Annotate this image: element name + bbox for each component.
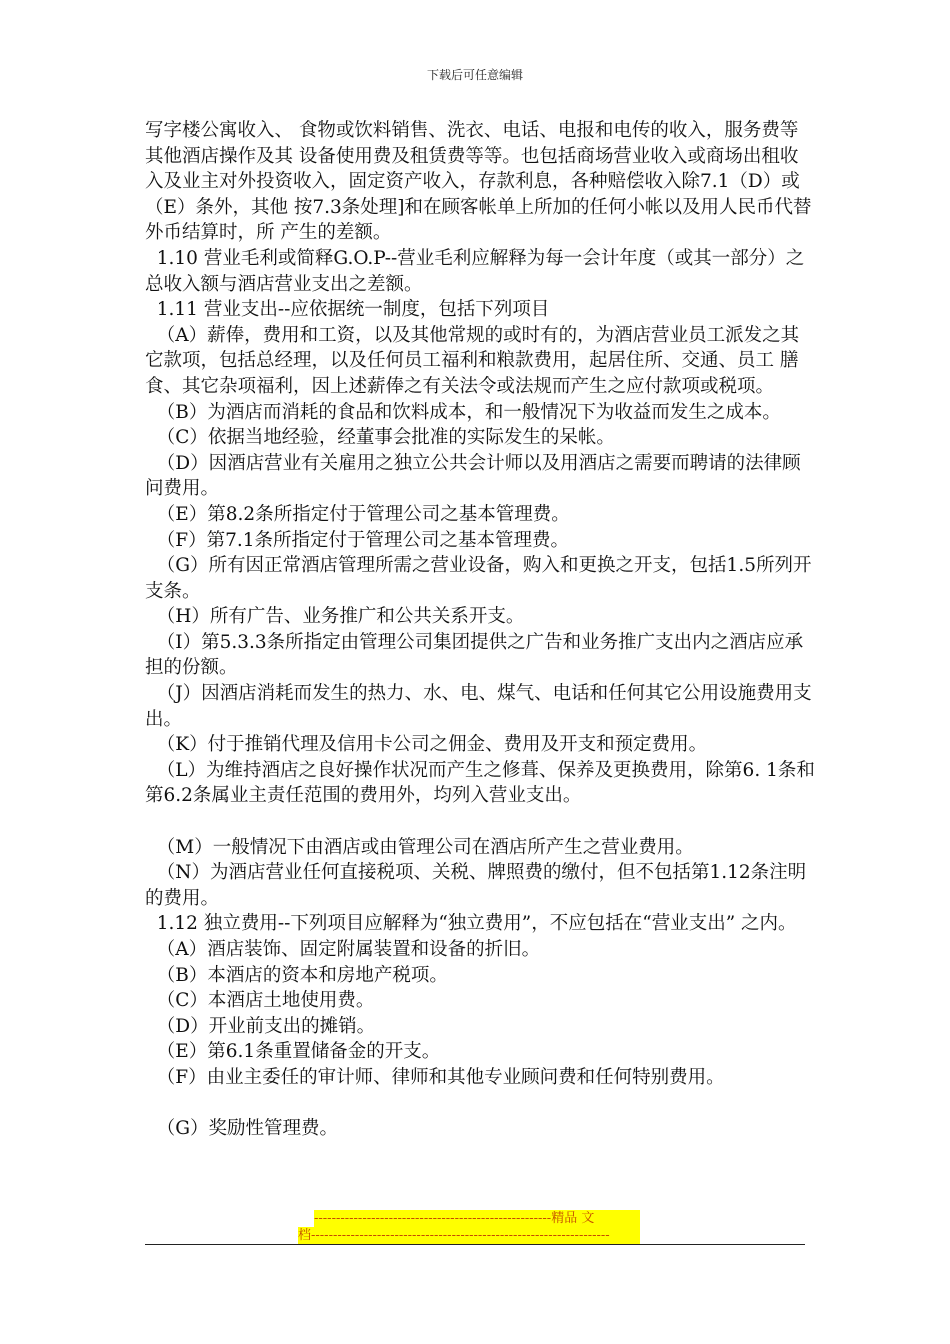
item-1-11-d: （D）因酒店营业有关雇用之独立公共会计师以及用酒店之需要而聘请的法律顾问费用。: [145, 452, 801, 500]
item-1-11-m: （M）一般情况下由酒店或由管理公司在酒店所产生之营业费用。: [145, 836, 694, 858]
item-1-11-i: （I）第5.3.3条所指定由管理公司集团提供之广告和业务推广支出内之酒店应承担的份额。: [145, 631, 804, 679]
item-1-12-g: （G）奖励性管理费。: [145, 1118, 339, 1140]
document-body: [145, 118, 815, 1142]
item-1-12-e: （E）第6.1条重置储备金的开支。: [145, 1041, 441, 1063]
item-1-12-b: （B）本酒店的资本和房地产税项。: [145, 964, 448, 986]
item-1-11-g: （G）所有因正常酒店管理所需之营业设备，购入和更换之开支，包括1.5所列开支条。: [145, 555, 812, 602]
footer-line-2: 档--------------------------------------------------------------------: [298, 1227, 640, 1244]
paragraph-1-12: 1.12 独立费用--下列项目应解释为“独立费用”，不应包括在“营业支出” 之内。: [145, 913, 797, 935]
item-1-12-f: （F）由业主委任的审计师、律师和其他专业顾问费和任何特别费用。: [145, 1066, 725, 1088]
item-1-11-n: （N）为酒店营业任何直接税项、关税、牌照费的缴付，但不包括第1.12条注明的费用。: [145, 862, 807, 909]
item-1-11-f: （F）第7.1条所指定付于管理公司之基本管理费。: [145, 529, 570, 551]
item-1-11-k: （K）付于推销代理及信用卡公司之佣金、费用及开支和预定费用。: [145, 734, 708, 756]
item-1-11-h: （H）所有广告、业务推广和公共关系开支。: [145, 606, 525, 628]
item-1-11-e: （E）第8.2条所指定付于管理公司之基本管理费。: [145, 503, 570, 525]
page-header: 下载后可任意编辑: [426, 68, 523, 82]
item-1-12-a: （A）酒店装饰、固定附属装置和设备的折旧。: [145, 939, 541, 960]
paragraph-1-11: 1.11 营业支出--应依据统一制度，包括下列项目: [145, 299, 550, 321]
blank-line: [145, 1091, 815, 1117]
item-1-11-b: （B）为酒店而消耗的食品和饮料成本，和一般情况下为收益而发生之成本。: [145, 401, 781, 423]
item-1-11-c: （C）依据当地经验，经董事会批准的实际发生的呆帐。: [145, 427, 615, 449]
paragraph-1-10: 1.10 营业毛利或简释G.O.P--营业毛利应解释为每一会计年度（或其一部分）之总收入额与酒店营业支出之差额。: [145, 247, 805, 295]
item-1-11-j: （J）因酒店消耗而发生的热力、水、电、煤气、电话和任何其它公用设施费用支出。: [145, 683, 812, 730]
blank-line: [145, 809, 815, 835]
item-1-12-c: （C）本酒店土地使用费。: [145, 990, 375, 1012]
item-1-11-l: （L）为维持酒店之良好操作状况而产生之修葺、保养及更换费用，除第6. 1条和第6.2条属业主责任范围的费用外，均列入营业支出。: [145, 759, 815, 807]
footer-line-1: ------------------------------------------------------精品 文: [314, 1210, 640, 1227]
item-1-12-d: （D）开业前支出的摊销。: [145, 1015, 376, 1037]
footer-banner: [298, 1210, 640, 1244]
item-1-11-a: （A）薪俸，费用和工资，以及其他常规的或时有的，为酒店营业员工派发之其它款项，包括总经理，以及任何员工福利和粮款费用，起居住所、交通、员工 膳食、其它杂项福利，因上述薪俸之有关法令或法规而产生之应付款项或税项。: [145, 324, 800, 397]
footer-divider: [145, 1244, 805, 1245]
paragraph-income: 写字楼公寓收入、 食物或饮料销售、洗衣、电话、电报和电传的收入，服务费等其他酒店操作及其 设备使用费及租赁费等等。也包括商场营业收入或商场出租收入及业主对外投资收入，固定资产收入，存款利息，各种赔偿收入除7.1（D）或（E）条外，其他 按7.3条处理]和在顾客帐单上所加的任何小帐以及用人民币代替外币结算时，所 产生的差额。: [145, 120, 812, 244]
